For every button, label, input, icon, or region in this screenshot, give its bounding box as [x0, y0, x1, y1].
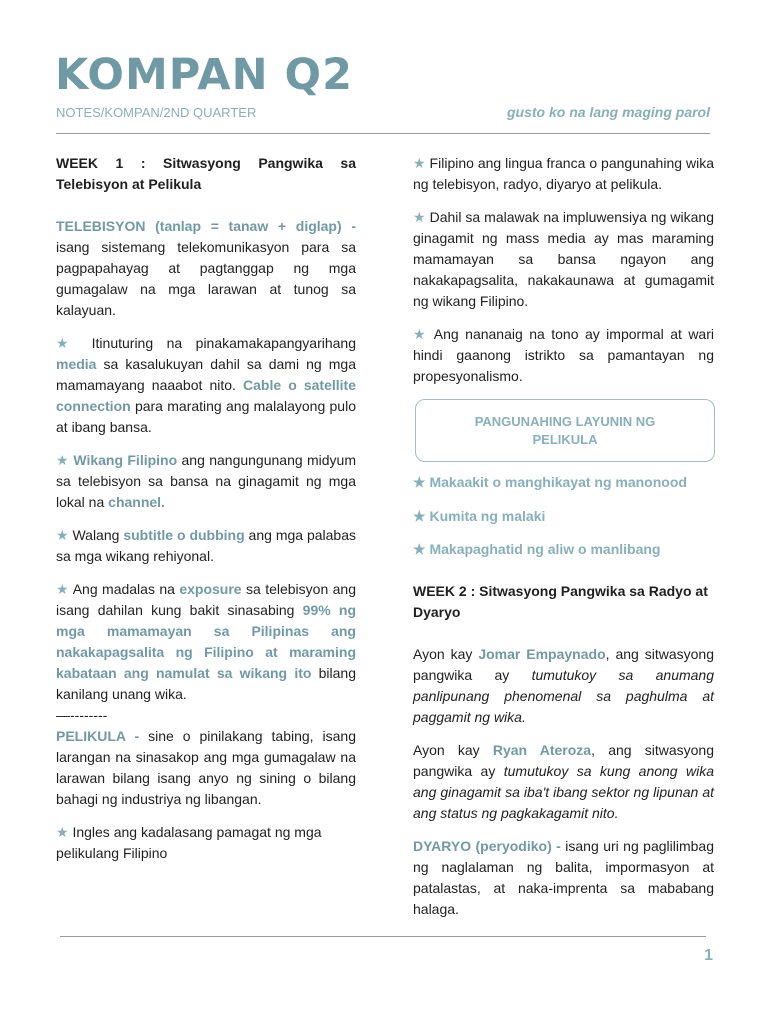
note-tono — [413, 324, 714, 387]
note-text: , ang sitwasyong pangwika ay — [413, 645, 714, 683]
note-wikang-filipino — [56, 450, 356, 513]
note-lingua-franca — [413, 153, 714, 195]
note-text: Itinuturing na pinakamakapangyarihang — [78, 335, 356, 351]
tagline: gusto ko na lang maging parol — [506, 104, 710, 120]
goal-text: Makapaghatid ng aliw o manlibang — [429, 541, 661, 557]
telebisyon-definition — [56, 216, 356, 321]
breadcrumb: NOTES/KOMPAN/2ND QUARTER — [56, 105, 257, 120]
note-exposure — [56, 579, 356, 705]
highlight-term: subtitle o dubbing — [123, 527, 245, 543]
highlight-term: exposure — [179, 581, 242, 597]
telebisyon-text: isang sistemang telekomunikasyon para sa pagpapahayag at pagtanggap ng mga gumagalaw na mga larawan at tunog sa kalayuan. — [56, 239, 356, 318]
highlight-term: media — [56, 356, 97, 372]
note-text: Dahil sa malawak na impluwensiya ng wikang ginagamit ng mass media ay mas maraming mamamayan sa bansa ngayon ang nakakapagsalita, nakakaunawa at gumagamit ng wikang Filipino. — [413, 209, 714, 309]
note-ingles — [56, 822, 356, 864]
dyaryo-definition — [413, 836, 714, 920]
footer-divider — [60, 936, 706, 937]
pelikula-text: sine o pinilakang tabing, isang larangan na sinasakop ang mga gumagalaw na larawan bilang isang anyo ng sining o bilang bahagi ng industriya ng libangan. — [56, 728, 356, 807]
note-text: , ang sitwasyong pangwika ay — [413, 741, 714, 779]
star-icon: ★ — [413, 541, 426, 557]
star-icon: ★ — [413, 326, 429, 342]
layunin-box: PANGUNAHING LAYUNIN NG PELIKULA — [415, 399, 715, 462]
note-media — [56, 333, 356, 438]
person-name: Jomar Empaynado — [478, 645, 606, 662]
note-text: Ayon kay — [413, 741, 493, 758]
header-divider — [56, 133, 710, 134]
pelikula-term: PELIKULA - — [56, 728, 140, 744]
week1-heading: WEEK 1 : Sitwasyong Pangwika sa Telebisyon at Pelikula — [56, 155, 356, 192]
page-number: 1 — [704, 947, 713, 964]
note-text: Walang — [68, 527, 124, 543]
star-icon: ★ — [413, 209, 426, 225]
ayon-empaynado — [413, 644, 714, 728]
highlight-term: channel. — [108, 494, 165, 510]
note-text: Ingles ang kadalasang pamagat ng mga pelikulang Filipino — [56, 824, 322, 861]
dyaryo-text: isang uri ng paglilimbag ng naglalaman ng balita, impormasyon at patalastas, at naka-imprenta sa mababang halaga. — [413, 837, 715, 917]
right-column — [413, 153, 714, 932]
note-text: sa kasalukuyan dahil sa dami ng mga mamamayang naaabot nito. — [56, 356, 356, 393]
pelikula-definition — [56, 726, 356, 810]
dyaryo-term: DYARYO (peryodiko) - — [413, 837, 561, 854]
highlight-term: Cable o satellite connection — [56, 377, 356, 414]
note-subtitle — [56, 525, 356, 567]
quote-text: tumutukoy sa anumang panlipunang phenomenal sa paghulma at paggamit ng wika. — [413, 666, 714, 725]
week2-heading: WEEK 2 : Sitwasyong Pangwika sa Radyo at Dyaryo — [413, 582, 708, 620]
note-text: bilang kanilang unang wika. — [56, 665, 356, 702]
note-text: ang nangungunang midyum sa telebisyon sa bansa na ginagamit ng mga lokal na — [56, 452, 357, 510]
note-text: ang mga palabas sa mga wikang rehiyonal. — [56, 527, 356, 564]
person-name: Ryan Ateroza — [492, 741, 592, 758]
goal-text: Makaakit o manghikayat ng manonood — [429, 474, 687, 490]
star-icon: ★ — [56, 581, 70, 597]
left-column — [56, 153, 356, 876]
page-title: KOMPAN Q2 — [55, 50, 354, 100]
note-text: para marating ang malalayong pulo at ibang bansa. — [56, 398, 356, 435]
divider-text: —-------- — [56, 707, 108, 723]
quote-text: tumutukoy sa kung anong wika ang ginagamit sa iba't ibang sektor ng lipunan at ang status ng pagkakagamit nito. — [413, 762, 714, 821]
star-icon: ★ — [413, 155, 426, 171]
note-mass-media — [413, 207, 714, 312]
note-text: sa telebisyon ang isang dahilan kung bakit sinasabing — [56, 581, 357, 618]
highlight-term: Wikang Filipino — [73, 452, 178, 468]
star-icon: ★ — [413, 507, 426, 524]
highlight-stat: 99% ng mga mamamayan sa Pilipinas ang nakakapagsalita ng Filipino at maraming kabataan ang namulat sa wikang ito — [56, 602, 357, 681]
note-text: Filipino ang lingua franca o pangunahing wika ng telebisyon, radyo, diyaryo at pelikula. — [413, 155, 714, 192]
star-icon: ★ — [56, 452, 70, 468]
goal-text: Kumita ng malaki — [429, 507, 546, 524]
goal-item — [413, 506, 714, 528]
goal-item — [413, 539, 714, 561]
ayon-ateroza — [413, 740, 714, 824]
telebisyon-term: TELEBISYON (tanlap = tanaw + diglap) - — [56, 218, 356, 234]
note-text: Ang madalas na — [69, 581, 180, 597]
star-icon: ★ — [56, 527, 69, 543]
star-icon: ★ — [56, 824, 69, 840]
note-text: Ang nananaig na tono ay impormal at wari hindi gaanong istrikto sa pamantayan ng propesyonalismo. — [413, 326, 714, 384]
note-text: Ayon kay — [413, 645, 479, 662]
goal-item — [413, 472, 714, 494]
star-icon: ★ — [413, 474, 426, 490]
star-icon: ★ — [56, 335, 79, 351]
